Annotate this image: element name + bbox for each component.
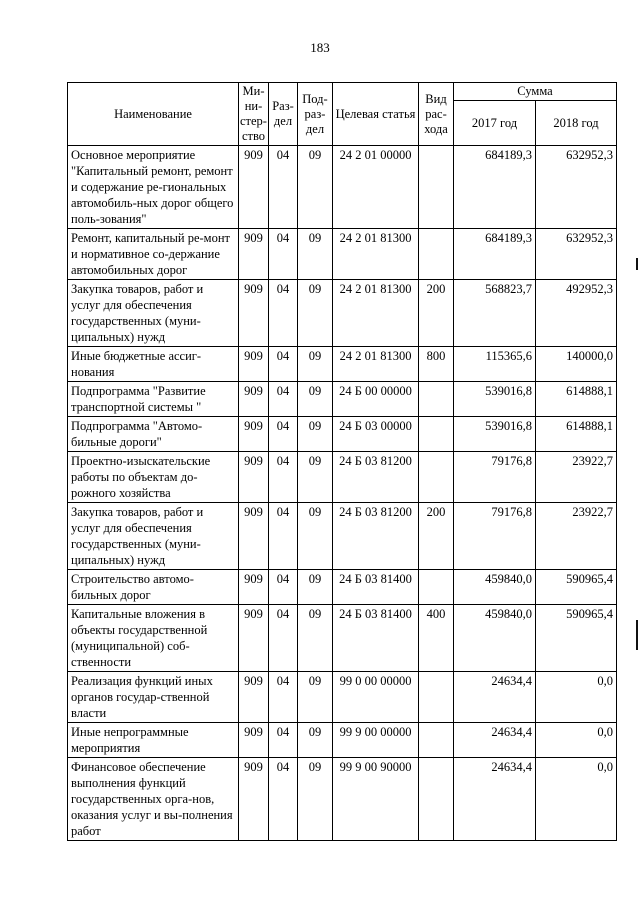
row-ministry: 909 xyxy=(239,605,269,672)
row-expense-type xyxy=(419,146,454,229)
row-sum-2018: 632952,3 xyxy=(536,146,617,229)
row-sum-2018: 632952,3 xyxy=(536,229,617,280)
row-name: Подпрограмма "Развитие транспортной системы " xyxy=(68,382,239,417)
table-row xyxy=(68,570,617,605)
row-subsection: 09 xyxy=(298,723,333,758)
row-expense-type: 200 xyxy=(419,280,454,347)
row-name: Подпрограмма "Автомо-бильные дороги" xyxy=(68,417,239,452)
row-ministry: 909 xyxy=(239,382,269,417)
table-row xyxy=(68,758,617,841)
row-section: 04 xyxy=(269,280,298,347)
row-name: Реализация функций иных органов государ-ственной власти xyxy=(68,672,239,723)
row-ministry: 909 xyxy=(239,452,269,503)
row-expense-type xyxy=(419,452,454,503)
row-expense-type xyxy=(419,229,454,280)
header-2017: 2017 год xyxy=(454,101,536,146)
row-name: Ремонт, капитальный ре-монт и нормативное со-держание автомобильных дорог xyxy=(68,229,239,280)
table-row xyxy=(68,503,617,570)
row-expense-type xyxy=(419,382,454,417)
row-name: Проектно-изыскательские работы по объектам до-рожного хозяйства xyxy=(68,452,239,503)
row-expense-type xyxy=(419,672,454,723)
row-sum-2017: 568823,7 xyxy=(454,280,536,347)
table-body xyxy=(68,146,617,841)
row-subsection: 09 xyxy=(298,758,333,841)
page-number: 183 xyxy=(310,40,330,55)
row-section: 04 xyxy=(269,605,298,672)
row-sum-2018: 0,0 xyxy=(536,758,617,841)
row-section: 04 xyxy=(269,503,298,570)
row-sum-2017: 459840,0 xyxy=(454,570,536,605)
row-target: 24 2 01 81300 xyxy=(333,229,419,280)
row-sum-2018: 23922,7 xyxy=(536,452,617,503)
row-expense-type: 200 xyxy=(419,503,454,570)
row-target: 24 2 01 81300 xyxy=(333,280,419,347)
row-expense-type xyxy=(419,758,454,841)
row-subsection: 09 xyxy=(298,146,333,229)
scan-mark xyxy=(636,258,638,270)
budget-table xyxy=(67,82,617,841)
row-subsection: 09 xyxy=(298,280,333,347)
table-header xyxy=(68,83,617,146)
row-sum-2017: 459840,0 xyxy=(454,605,536,672)
row-sum-2017: 24634,4 xyxy=(454,723,536,758)
row-sum-2018: 0,0 xyxy=(536,723,617,758)
table-row xyxy=(68,605,617,672)
row-name: Основное мероприятие "Капитальный ремонт, ремонт и содержание ре-гиональных автомобиль-ных дорог общего поль-зования" xyxy=(68,146,239,229)
header-name: Наименование xyxy=(68,83,239,146)
table-row xyxy=(68,672,617,723)
row-section: 04 xyxy=(269,758,298,841)
row-section: 04 xyxy=(269,417,298,452)
row-target: 99 9 00 00000 xyxy=(333,723,419,758)
row-target: 24 Б 03 00000 xyxy=(333,417,419,452)
row-sum-2017: 24634,4 xyxy=(454,758,536,841)
row-name: Иные бюджетные ассиг-нования xyxy=(68,347,239,382)
row-section: 04 xyxy=(269,723,298,758)
header-ministry: Ми-ни-стер-ство xyxy=(239,83,269,146)
row-ministry: 909 xyxy=(239,146,269,229)
row-sum-2017: 79176,8 xyxy=(454,503,536,570)
row-name: Строительство автомо-бильных дорог xyxy=(68,570,239,605)
header-target: Целевая статья xyxy=(333,83,419,146)
row-expense-type xyxy=(419,570,454,605)
row-ministry: 909 xyxy=(239,758,269,841)
table-row xyxy=(68,417,617,452)
row-expense-type xyxy=(419,723,454,758)
row-target: 24 Б 03 81400 xyxy=(333,605,419,672)
row-ministry: 909 xyxy=(239,503,269,570)
row-target: 99 9 00 90000 xyxy=(333,758,419,841)
row-section: 04 xyxy=(269,452,298,503)
table-row xyxy=(68,146,617,229)
row-target: 24 2 01 00000 xyxy=(333,146,419,229)
row-subsection: 09 xyxy=(298,570,333,605)
row-section: 04 xyxy=(269,570,298,605)
row-section: 04 xyxy=(269,229,298,280)
header-subsection: Под-раз-дел xyxy=(298,83,333,146)
row-section: 04 xyxy=(269,672,298,723)
row-target: 24 Б 03 81200 xyxy=(333,452,419,503)
row-ministry: 909 xyxy=(239,347,269,382)
row-ministry: 909 xyxy=(239,280,269,347)
row-expense-type: 400 xyxy=(419,605,454,672)
row-sum-2017: 115365,6 xyxy=(454,347,536,382)
row-sum-2018: 614888,1 xyxy=(536,417,617,452)
row-subsection: 09 xyxy=(298,417,333,452)
row-sum-2018: 0,0 xyxy=(536,672,617,723)
row-name: Закупка товаров, работ и услуг для обеспечения государственных (муни-ципальных) нужд xyxy=(68,503,239,570)
row-sum-2017: 684189,3 xyxy=(454,146,536,229)
row-subsection: 09 xyxy=(298,229,333,280)
row-sum-2018: 23922,7 xyxy=(536,503,617,570)
row-sum-2017: 539016,8 xyxy=(454,382,536,417)
row-subsection: 09 xyxy=(298,382,333,417)
row-target: 24 Б 03 81200 xyxy=(333,503,419,570)
row-sum-2018: 590965,4 xyxy=(536,570,617,605)
row-section: 04 xyxy=(269,146,298,229)
row-sum-2018: 590965,4 xyxy=(536,605,617,672)
row-sum-2018: 492952,3 xyxy=(536,280,617,347)
row-sum-2017: 24634,4 xyxy=(454,672,536,723)
row-expense-type: 800 xyxy=(419,347,454,382)
table-row xyxy=(68,347,617,382)
header-2018: 2018 год xyxy=(536,101,617,146)
table-row xyxy=(68,723,617,758)
row-target: 24 Б 00 00000 xyxy=(333,382,419,417)
row-name: Иные непрограммные мероприятия xyxy=(68,723,239,758)
row-target: 24 2 01 81300 xyxy=(333,347,419,382)
row-sum-2017: 79176,8 xyxy=(454,452,536,503)
table-row xyxy=(68,280,617,347)
row-section: 04 xyxy=(269,382,298,417)
table-row xyxy=(68,382,617,417)
row-subsection: 09 xyxy=(298,503,333,570)
row-name: Закупка товаров, работ и услуг для обеспечения государственных (муни-ципальных) нужд xyxy=(68,280,239,347)
row-ministry: 909 xyxy=(239,570,269,605)
row-name: Капитальные вложения в объекты государственной (муниципальной) соб-ственности xyxy=(68,605,239,672)
row-ministry: 909 xyxy=(239,672,269,723)
table-row xyxy=(68,452,617,503)
row-subsection: 09 xyxy=(298,672,333,723)
row-subsection: 09 xyxy=(298,347,333,382)
table-row xyxy=(68,229,617,280)
row-ministry: 909 xyxy=(239,723,269,758)
row-target: 99 0 00 00000 xyxy=(333,672,419,723)
scan-mark xyxy=(636,620,638,650)
row-subsection: 09 xyxy=(298,605,333,672)
row-sum-2018: 614888,1 xyxy=(536,382,617,417)
row-expense-type xyxy=(419,417,454,452)
row-target: 24 Б 03 81400 xyxy=(333,570,419,605)
row-name: Финансовое обеспечение выполнения функций государственных орга-нов, оказания услуг и вы-полнения работ xyxy=(68,758,239,841)
row-section: 04 xyxy=(269,347,298,382)
header-section: Раз-дел xyxy=(269,83,298,146)
row-sum-2017: 539016,8 xyxy=(454,417,536,452)
row-ministry: 909 xyxy=(239,229,269,280)
row-ministry: 909 xyxy=(239,417,269,452)
header-sum: Сумма xyxy=(454,83,617,101)
row-sum-2017: 684189,3 xyxy=(454,229,536,280)
row-sum-2018: 140000,0 xyxy=(536,347,617,382)
row-subsection: 09 xyxy=(298,452,333,503)
header-expense-type: Вид рас-хода xyxy=(419,83,454,146)
